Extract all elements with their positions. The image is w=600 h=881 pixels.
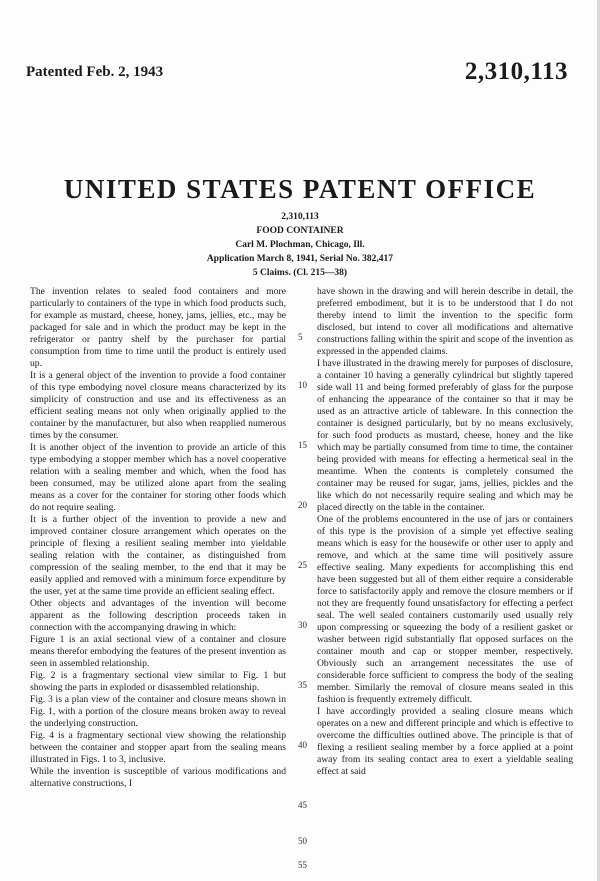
line-number: 5 [298, 332, 303, 342]
paragraph: Fig. 2 is a fragmentary sectional view similar to Fig. 1 but showing the parts in exploded or disassembled relationship. [30, 670, 286, 693]
right-column [317, 286, 573, 778]
patent-date: Patented Feb. 2, 1943 [26, 64, 164, 80]
line-number: 45 [298, 800, 307, 810]
paragraph: I have illustrated in the drawing merely for purposes of disclosure, a container 10 having a generally cylindrical but slightly tapered side wall 11 and being formed preferably of glass for the purpose of enhancing the appearance of the container so that it may be used as an attractive article of tableware. In this connection the container is designed particularly, but by no means exclusively, for such food products as mustard, cheese, honey and the like which may be partially consumed from time to time, the container being provided with means for effecting a hermetical seal in the meantime. When the contents is completely consumed the container may be reused for sugar, jams, jellies, pickles and the like which do not necessarily require sealing and which may be placed directly on the table in the container. [317, 358, 573, 513]
patent-number-small: 2,310,113 [281, 212, 319, 222]
paragraph: have shown in the drawing and will herein describe in detail, the preferred embodiment, but it is to be understood that I do not thereby intend to limit the invention to the specific form disclosed, but intend to cover all modifications and alternative constructions falling within the spirit and scope of the invention as expressed in the appended claims. [317, 286, 573, 357]
paragraph: It is a general object of the invention to provide a food container of this type embodying novel closure means characterized by its simplicity of construction and use and its effectiveness as an efficient sealing means not only when originally applied to the container by the manufacturer, but also when reapplied numerous times by the consumer. [30, 370, 286, 441]
paragraph: I have accordingly provided a sealing closure means which operates on a new and different principle and which is effective to overcome the difficulties outlined above. The principle is that of flexing a resilient sealing member by a force applied at a point away from its sealing contact area to exert a yieldable sealing effect at said [317, 706, 573, 777]
left-column [30, 286, 286, 790]
paragraph: One of the problems encountered in the use of jars or containers of this type is the provision of a simple yet effective sealing means which is easy for the housewife or other user to apply and remove, and which at the same time will positively assure effective sealing. Many expedients for accomplishing this end have been suggested but all of them either require a considerable force to satisfactorily apply and remove the closure members or if not they are frequently found unsatisfactory for effecting a perfect seal. The well sealed containers customarily used usually rely upon compressing or squeezing the body of a resilient gasket or washer between rigid substantially flat opposed surfaces on the container mouth and cap or stopper member, respectively. Obviously such an arrangement necessitates the use of considerable force sufficient to compress the body of the sealing member. Similarly the removal of closure means sealed in this fashion is frequently extremely difficult. [317, 514, 573, 705]
application-info: Application March 8, 1941, Serial No. 382,417 [206, 254, 394, 264]
line-number: 40 [298, 740, 307, 750]
line-number: 10 [298, 380, 307, 390]
paragraph: Other objects and advantages of the invention will become apparent as the following description proceeds taken in connection with the accompanying drawing in which: [30, 598, 286, 633]
claims-info: 5 Claims. (Cl. 215—38) [252, 268, 348, 278]
line-number: 25 [298, 560, 307, 570]
patent-number: 2,310,113 [464, 58, 568, 85]
line-number: 20 [298, 500, 307, 510]
line-number: 35 [298, 680, 307, 690]
paragraph: Fig. 4 is a fragmentary sectional view showing the relationship between the container and stopper apart from the sealing means illustrated in Figs. 1 to 3, inclusive. [30, 730, 286, 765]
line-number: 15 [298, 440, 307, 450]
line-number: 30 [298, 620, 307, 630]
paragraph: Figure 1 is an axial sectional view of a container and closure means therefor embodying the features of the present invention as seen in assembled relationship. [30, 634, 286, 669]
office-title: UNITED STATES PATENT OFFICE [63, 174, 537, 204]
line-number: 50 [298, 836, 307, 846]
paragraph: It is another object of the invention to provide an article of this type embodying a stopper member which has a novel cooperative relation with a sealing member and which, when the food has been consumed, may be utilized alone apart from the sealing means as a cover for the container for storing other foods which do not require sealing. [30, 442, 286, 513]
invention-title: FOOD CONTAINER [256, 226, 344, 236]
paragraph: The invention relates to sealed food containers and more particularly to containers of the type in which food products such, for example as mustard, cheese, honey, jams, jellies, etc., may be packaged for sale and in which the product may be kept in the refrigerator or pantry shelf by the purchaser for partial consumption from time to time until the product is entirely used up. [30, 286, 286, 369]
paragraph: It is a further object of the invention to provide a new and improved container closure arrangement which operates on the principle of flexing a resilient sealing member into yieldable sealing relation with the container, as distinguished from compression of the sealing member, to the end that it may be easily applied and removed with a minimum force expenditure by the user, yet at the same time provide an efficient sealing effect. [30, 514, 286, 597]
line-number: 55 [298, 860, 307, 870]
paragraph: Fig. 3 is a plan view of the container and closure means shown in Fig. 1, with a portion of the closure means broken away to reveal the underlying construction. [30, 694, 286, 729]
inventor: Carl M. Plochman, Chicago, Ill. [235, 240, 365, 250]
paragraph: While the invention is susceptible of various modifications and alternative constructions, I [30, 766, 286, 789]
